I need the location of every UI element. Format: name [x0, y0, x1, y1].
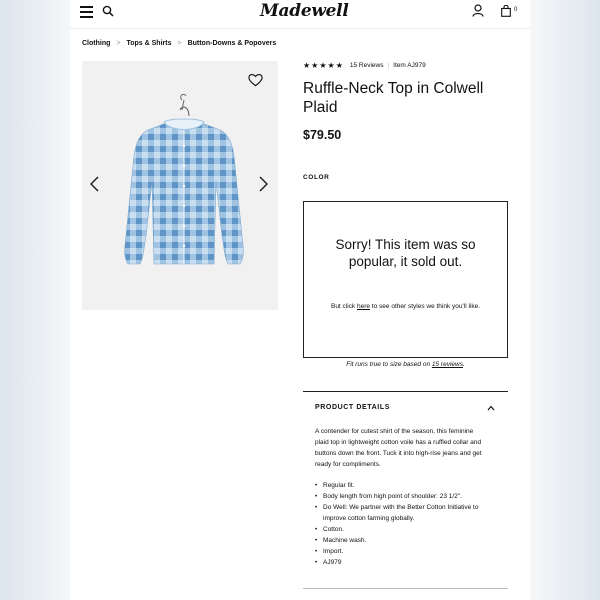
background-right [530, 0, 600, 600]
list-item: • Import. [323, 546, 501, 557]
list-item: • Regular fit. [323, 480, 501, 491]
other-styles-link[interactable]: here [357, 303, 371, 310]
list-item: • Cotton. [323, 524, 501, 535]
color-label: COLOR [303, 174, 330, 181]
previous-image-arrow-icon[interactable] [90, 176, 99, 192]
heart-wishlist-icon[interactable] [248, 73, 263, 87]
bag-count: 0 [514, 7, 518, 13]
product-details-list [315, 480, 501, 568]
sold-out-subtext [324, 301, 487, 312]
list-item: • AJ979 [323, 557, 501, 568]
breadcrumb [82, 40, 276, 47]
next-image-arrow-icon[interactable] [259, 176, 268, 192]
account-icon[interactable] [472, 4, 484, 17]
list-item: • Machine wash. [323, 535, 501, 546]
rating-divider: | [387, 62, 390, 70]
product-title: Ruffle-Neck Top in Colwell Plaid [303, 80, 484, 116]
details-divider-top [303, 391, 508, 392]
list-item: • Do Well: We partner with the Better Cotton Initiative to improve cotton farming globally. [323, 502, 501, 524]
shopping-bag-icon[interactable] [501, 5, 511, 17]
product-page [70, 0, 530, 600]
fit-note [303, 361, 508, 368]
rating-row [303, 61, 426, 70]
sold-out-headline: Sorry! This item was so popular, it sold out. [335, 237, 476, 269]
breadcrumb-tops-shirts[interactable]: Tops & Shirts [126, 40, 172, 47]
fit-note-end: . [462, 361, 465, 368]
item-number: Item AJ979 [393, 62, 426, 70]
breadcrumb-clothing[interactable]: Clothing [82, 40, 111, 47]
fit-note-text: Fit runs true to size based on [346, 361, 432, 368]
background-left [0, 0, 70, 600]
product-image-plaid-shirt[interactable] [112, 86, 252, 301]
list-item: • Body length from high point of shoulder: 23 1/2". [323, 491, 501, 502]
hamburger-menu-icon[interactable] [80, 6, 93, 17]
details-divider-bottom [303, 588, 508, 589]
sold-out-subtext-before: But click [330, 303, 357, 310]
breadcrumb-button-downs[interactable]: Button-Downs & Popovers [187, 40, 277, 47]
site-logo[interactable]: Madewell [260, 1, 349, 21]
product-price: $79.50 [303, 128, 342, 142]
chevron-up-icon[interactable] [487, 404, 495, 412]
star-rating: ★★★★★ [303, 61, 344, 70]
search-icon[interactable] [102, 5, 114, 17]
product-description: A contender for cutest shirt of the season, this feminine plaid top in lightweight cotton voile has a ruffled collar and buttons down the front. Tuck it into high-rise jeans and get ready for compliments. [315, 428, 482, 468]
breadcrumb-separator: > [177, 40, 182, 47]
breadcrumb-separator: > [116, 40, 121, 47]
sold-out-subtext-after: to see other styles we think you'll like. [370, 303, 481, 310]
product-image-gallery [82, 61, 278, 310]
reviews-link[interactable]: 15 Reviews [349, 62, 384, 70]
site-header [70, 0, 530, 29]
product-details-toggle[interactable]: PRODUCT DETAILS [315, 404, 390, 411]
fit-reviews-link[interactable]: 15 reviews [431, 361, 463, 368]
sold-out-message-box [303, 201, 508, 358]
